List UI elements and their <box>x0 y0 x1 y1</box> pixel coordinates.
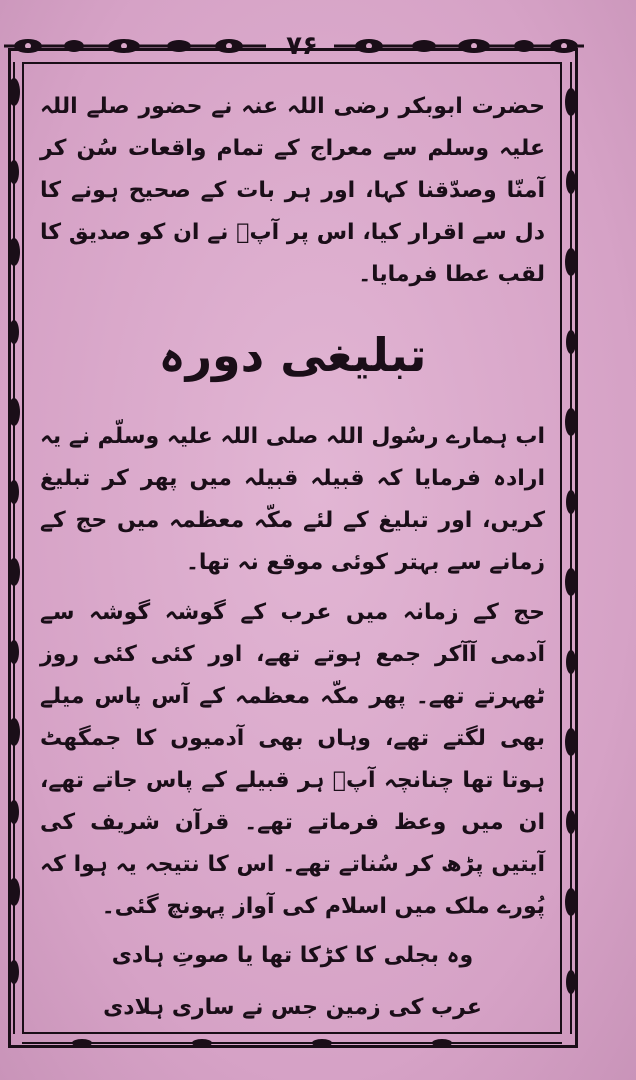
section-heading-wrap <box>40 320 545 390</box>
page-number: ۷۶ <box>286 31 318 61</box>
paragraph-hajj: حج کے زمانہ میں عرب کے گوشہ گوشہ سے آدمی آآکر جمع ہوتے تھے، اور کئی کئی روز ٹھہرتے تھے۔ پھر مکّہ معظمہ کے آس پاس میلے بھی لگتے تھے، وہاں بھی آدمیوں کا جمگھٹ ہوتا تھا چنانچہ آپؐ ہر قبیلے کے پاس جاتے تھے، ان میں وعظ فرماتے تھے۔ قرآن شریف کی آیتیں پڑھ کر سُناتے تھے۔ اس کا نتیجہ یہ ہوا کہ پُورے ملک میں اسلام کی آواز پہونچ گئی۔ <box>40 600 545 919</box>
intro-paragraph: حضرت ابوبکر رضی اللہ عنہ نے حضور صلے اللہ علیہ وسلم سے معراج کے تمام واقعات سُن کر آمنّا وصدّقنا کہا، اور ہر بات کے صحیح ہونے کا دل سے اقرار کیا، اس پر آپؐ نے ان کو صدیق کا لقب عطا فرمایا۔ <box>40 94 545 287</box>
page-body <box>40 80 545 1032</box>
bottom-ornament-border <box>22 1036 562 1050</box>
right-vine-ornament <box>563 62 579 1034</box>
left-vine-ornament <box>6 62 22 1034</box>
verse-line-1: وہ بجلی کا کڑکا تھا یا صوتِ ہادی <box>111 943 474 968</box>
verse-line-2: عرب کی زمین جس نے ساری ہلادی <box>103 995 482 1020</box>
paragraph-intent: اب ہمارے رسُول اللہ صلی اللہ علیہ وسلّم نے یہ ارادہ فرمایا کہ قبیلہ قبیلہ میں پھر کر تبلیغ کریں، اور تبلیغ کے لئے مکّہ معظمہ میں حج کے زمانے سے بہتر کوئی موقع نہ تھا۔ <box>40 424 545 575</box>
section-heading: تبلیغی دورہ <box>158 328 427 382</box>
